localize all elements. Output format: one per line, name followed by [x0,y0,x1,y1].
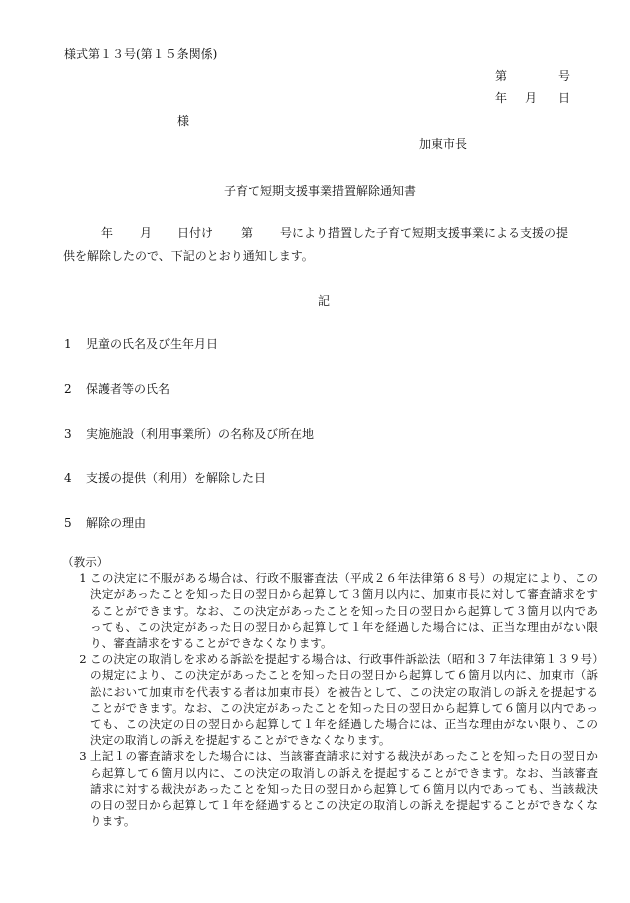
item-number: 2 [64,382,72,396]
form-label: 様式第１３号(第１５条関係) [64,47,218,61]
notice-item-number: 3 [79,749,87,764]
item-number: 4 [64,471,72,485]
notice-section [62,554,598,829]
item-label: 保護者等の氏名 [86,382,171,396]
notice-item-number: 1 [79,571,87,586]
document-title: 子育て短期支援事業措置解除通知書 [224,184,417,198]
doc-number-prefix: 第 [495,69,508,83]
notice-item [76,748,598,829]
sender: 加東市長 [419,137,468,151]
notice-item [76,651,598,748]
addressee-suffix: 様 [177,114,190,128]
body-line2: 供を解除したので、下記のとおり通知します。 [63,249,314,263]
item-label: 児童の氏名及び生年月日 [86,337,219,351]
list-item [64,381,170,397]
list-item [64,426,314,442]
body-dated: 日付け [177,226,214,240]
body-line1-rest: 号により措置した子育て短期支援事業による支援の提 [280,226,569,240]
date-day: 日 [558,91,571,105]
date-month: 月 [525,91,538,105]
body-number-prefix: 第 [241,226,254,240]
list-item [64,336,218,352]
body-year: 年 [101,226,114,240]
notice-item [76,570,598,651]
notice-item-number: 2 [79,652,87,667]
notice-heading: （教示） [62,555,109,569]
item-number: 1 [64,337,72,351]
list-item [64,470,266,486]
ki-marker: 記 [318,294,331,308]
notice-item-text: この決定の取消しを求める訴訟を提起する場合は、行政事件訴訟法（昭和３７年法律第１３９号）の規定により、この決定があったことを知った日の翌日から起算して６箇月以内に、加東市（訴訟において加東市を代表する者は加東市長）を被告として、この決定の取消しの訴えを提起することができます。なお、この決定があったことを知った日の翌日から起算して６箇月以内であっても、この決定の日の翌日から起算して１年を経過した場合には、正当な理由がない限り、この決定の取消しの訴えを提起することができなくなります。 [90,652,598,748]
item-label: 実施施設（利用事業所）の名称及び所在地 [86,427,315,441]
item-number: 5 [64,516,72,530]
item-number: 3 [64,427,72,441]
item-label: 支援の提供（利用）を解除した日 [86,471,267,485]
item-label: 解除の理由 [86,516,147,530]
list-item [64,515,146,531]
date-year: 年 [495,91,508,105]
notice-item-text: 上記１の審査請求をした場合には、当該審査請求に対する裁決があったことを知った日の翌日から起算して６箇月以内に、この決定の取消しの訴えを提起することができます。なお、当該審査請求に対する裁決があったことを知った日の翌日から起算して６箇月以内であっても、当該裁決の日の翌日から起算して１年を経過するとこの決定の取消しの訴えを提起することができなくなります。 [90,749,598,829]
notice-item-text: この決定に不服がある場合は、行政不服審査法（平成２６年法律第６８号）の規定により、この決定があったことを知った日の翌日から起算して３箇月以内に、加東市長に対して審査請求をすることができます。なお、この決定があったことを知った日の翌日から起算して３箇月以内であっても、この決定があった日の翌日から起算して１年を経過した場合には、正当な理由がない限り、審査請求をすることができなくなります。 [90,571,598,651]
body-month: 月 [140,226,153,240]
doc-number-suffix: 号 [558,69,571,83]
